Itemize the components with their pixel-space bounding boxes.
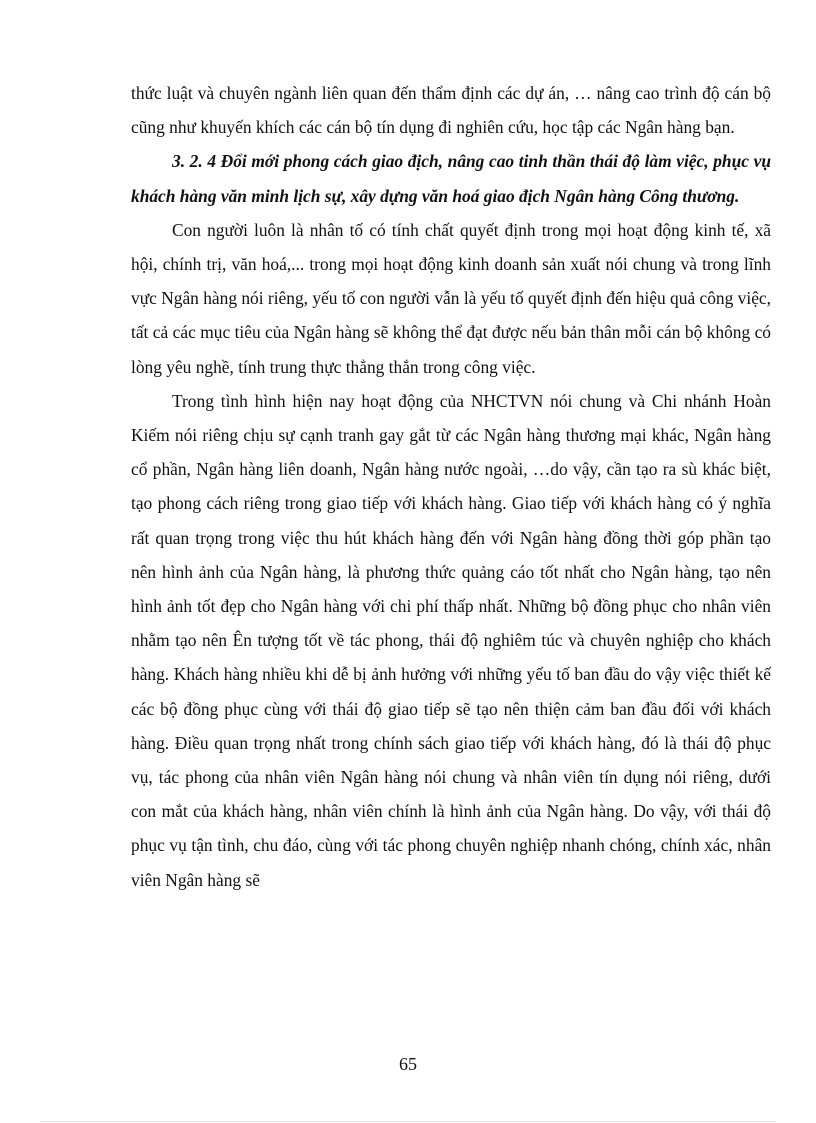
- body-paragraph: Trong tình hình hiện nay hoạt động của NHCTVN nói chung và Chi nhánh Hoàn Kiếm nói riêng chịu sự cạnh tranh gay gắt từ các Ngân hàng thương mại khác, Ngân hàng cổ phần, Ngân hàng liên doanh, Ngân hàng nước ngoài, …do vậy, cần tạo ra sù khác biệt, tạo phong cách riêng trong giao tiếp với khách hàng. Giao tiếp với khách hàng có ý nghĩa rất quan trọng trong việc thu hút khách hàng đến với Ngân hàng đồng thời góp phần tạo nên hình ảnh của Ngân hàng, là phương thức quảng cáo tốt nhất cho Ngân hàng, tạo nên hình ảnh tốt đẹp cho Ngân hàng với chi phí thấp nhất. Những bộ đồng phục cho nhân viên nhằm tạo nên Ên tượng tốt về tác phong, thái độ nghiêm túc và chuyên nghiệp cho khách hàng. Khách hàng nhiều khi dễ bị ảnh hưởng với những yếu tố ban đầu do vậy việc thiết kế các bộ đồng phục cùng với thái độ giao tiếp sẽ tạo nên thiện cảm ban đầu đối với khách hàng. Điều quan trọng nhất trong chính sách giao tiếp với khách hàng, đó là thái độ phục vụ, tác phong của nhân viên Ngân hàng nói chung và nhân viên tín dụng nói riêng, dưới con mắt của khách hàng, nhân viên chính là hình ảnh của Ngân hàng. Do vậy, với thái độ phục vụ tận tình, chu đáo, cùng với tác phong chuyên nghiệp nhanh chóng, chính xác, nhân viên Ngân hàng sẽ: [131, 390, 771, 890]
- page-number: 65: [399, 1054, 417, 1074]
- section-heading: 3. 2. 4 Đổi mới phong cách giao địch, nâng cao tinh thần thái độ làm việc, phục vụ khách hàng văn minh lịch sự, xây dựng văn hoá giao địch Ngân hàng Công thương.: [131, 151, 771, 206]
- body-paragraph: Con người luôn là nhân tố có tính chất quyết định trong mọi hoạt động kinh tế, xã hội, chính trị, văn hoá,... trong mọi hoạt động kinh doanh sản xuất nói chung và trong lĩnh vực Ngân hàng nói riêng, yếu tố con người vẫn là yếu tố quyết định đến hiệu quả công việc, tất cả các mục tiêu của Ngân hàng sẽ không thể đạt được nếu bản thân mỗi cán bộ không có lòng yêu nghề, tính trung thực thẳng thắn trong công việc.: [131, 219, 771, 377]
- continuation-paragraph: thức luật và chuyên ngành liên quan đến thẩm định các dự án, … nâng cao trình độ cán bộ cũng như khuyến khích các cán bộ tín dụng đi nghiên cứu, học tập các Ngân hàng bạn.: [131, 83, 771, 138]
- page-bottom-edge: [40, 1121, 776, 1122]
- page-body: [131, 76, 771, 897]
